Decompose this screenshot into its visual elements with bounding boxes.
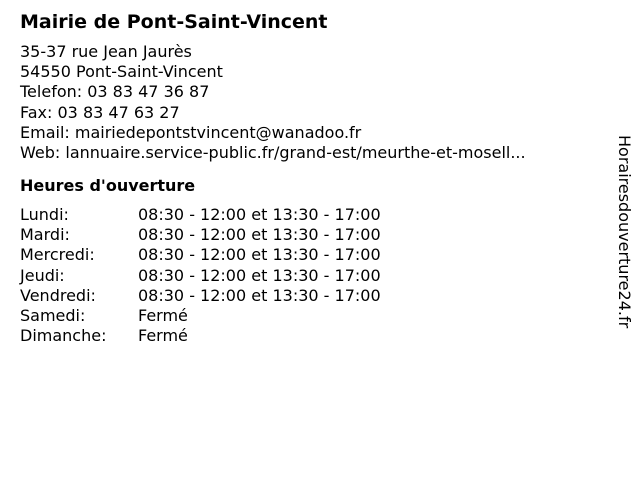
hours-heading: Heures d'ouverture: [20, 176, 196, 196]
phone-number[interactable]: 03 83 47 36 87: [87, 82, 210, 102]
web-row: [20, 143, 610, 163]
day-hours: 08:30 - 12:00 et 13:30 - 17:00: [138, 245, 381, 265]
hours-row-thursday: [20, 266, 610, 286]
fax-row: [20, 103, 610, 123]
day-label: Mardi:: [20, 225, 70, 245]
hours-row-tuesday: [20, 225, 610, 245]
day-label: Dimanche:: [20, 325, 107, 345]
address-city: 54550 Pont-Saint-Vincent: [20, 62, 223, 82]
day-label: Lundi:: [20, 205, 69, 225]
day-label: Jeudi:: [20, 265, 65, 285]
hours-row-saturday: [20, 306, 610, 326]
hours-row-wednesday: [20, 245, 610, 265]
day-hours: 08:30 - 12:00 et 13:30 - 17:00: [138, 265, 381, 285]
day-label: Vendredi:: [20, 285, 96, 305]
day-hours: 08:30 - 12:00 et 13:30 - 17:00: [138, 285, 381, 305]
web-link[interactable]: lannuaire.service-public.fr/grand-est/meurthe-et-mosell...: [65, 143, 526, 163]
hours-row-monday: [20, 205, 610, 225]
day-label: Mercredi:: [20, 245, 95, 265]
site-watermark: Horairesdouverture24.fr: [615, 135, 634, 329]
day-hours: 08:30 - 12:00 et 13:30 - 17:00: [138, 205, 381, 225]
hours-row-friday: [20, 286, 610, 306]
hours-row-sunday: [20, 326, 610, 346]
address-street: 35-37 rue Jean Jaurès: [20, 42, 192, 61]
email-label: Email:: [20, 122, 70, 142]
phone-label: Telefon:: [20, 82, 83, 102]
place-title: Mairie de Pont-Saint-Vincent: [20, 11, 328, 33]
place-card: [20, 10, 610, 346]
web-label: Web:: [20, 143, 61, 163]
fax-number: 03 83 47 63 27: [57, 102, 180, 122]
day-hours: Fermé: [138, 325, 188, 345]
day-hours: 08:30 - 12:00 et 13:30 - 17:00: [138, 225, 381, 245]
phone-row: [20, 82, 610, 102]
hours-table: [20, 205, 610, 346]
email-row: [20, 123, 610, 143]
fax-label: Fax:: [20, 102, 53, 122]
day-label: Samedi:: [20, 305, 86, 325]
email-link[interactable]: mairiedepontstvincent@wanadoo.fr: [74, 122, 362, 142]
day-hours: Fermé: [138, 305, 188, 325]
